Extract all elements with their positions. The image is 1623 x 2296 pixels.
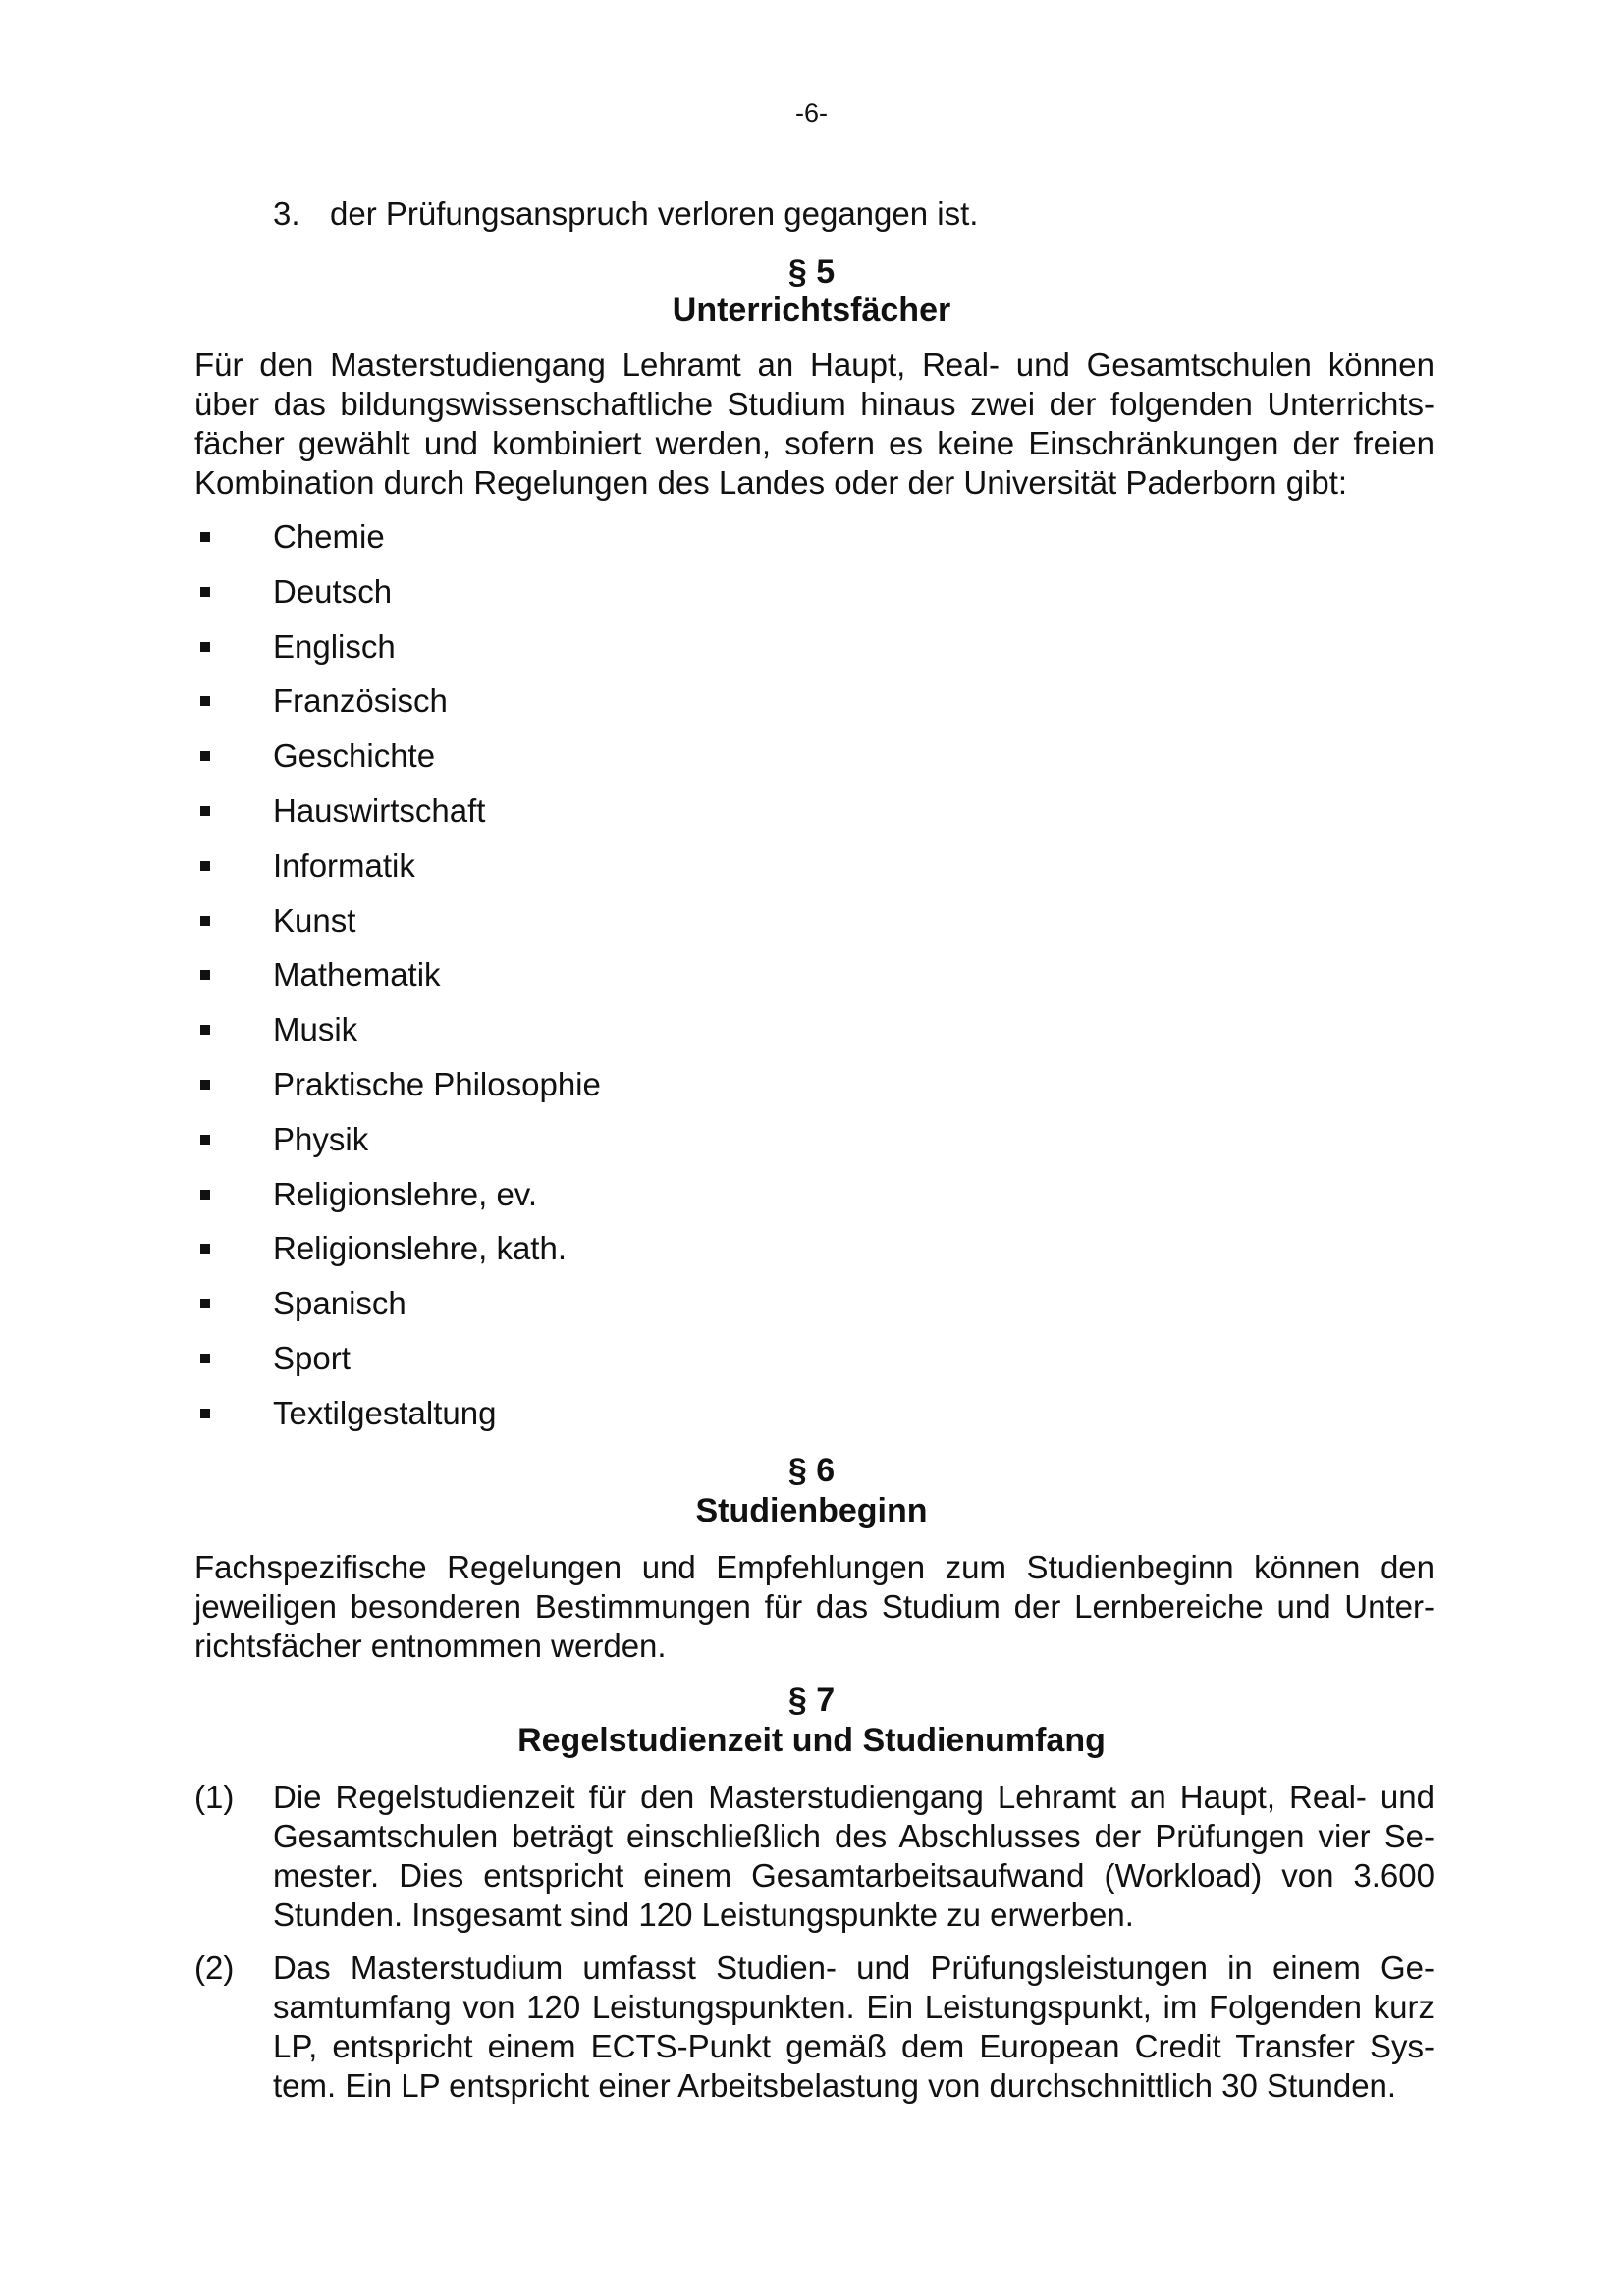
bullet-icon — [200, 751, 210, 761]
page-number: -6- — [795, 98, 828, 128]
bullet-icon — [200, 1190, 210, 1200]
bullet-icon — [200, 1135, 210, 1145]
text-line: LP, entspricht einem ECTS-Punkt gemäß dem European Credit Transfer Sys- — [273, 2028, 1434, 2064]
carry-over-list-item — [273, 194, 978, 234]
item-number: 3. — [273, 195, 300, 232]
section-5-number: § 5 — [787, 253, 836, 291]
text-line: Das Masterstudium umfasst Studien- und Prüfungsleistungen in einem Ge- — [273, 1949, 1434, 1986]
section-6-text — [194, 1548, 1434, 1666]
text-line: samtumfang von 120 Leistungspunkten. Ein Leistungspunkt, im Folgenden kurz — [273, 1989, 1434, 2025]
text-line: mester. Dies entspricht einem Gesamtarbeitsaufwand (Workload) von 3.600 — [273, 1857, 1434, 1894]
bullet-icon — [200, 1080, 210, 1090]
bullet-icon — [200, 587, 210, 597]
bullet-icon — [200, 696, 210, 706]
section-6-title: Studienbeginn — [695, 1492, 928, 1529]
paragraph-number: (2) — [194, 1949, 235, 1986]
section-7-number: § 7 — [787, 1682, 836, 1719]
bullet-icon — [200, 532, 210, 542]
bullet-icon — [200, 1354, 210, 1363]
bullet-icon — [200, 916, 210, 926]
section-7-paragraph-1 — [194, 1778, 1434, 1935]
text-line: Die Regelstudienzeit für den Masterstudiengang Lehramt an Haupt, Real- und — [273, 1779, 1434, 1815]
bullet-icon — [200, 1244, 210, 1254]
text-line: Kombination durch Regelungen des Landes oder der Universität Paderborn gibt: — [194, 464, 1348, 501]
section-5-title: Unterrichtsfächer — [672, 292, 951, 329]
paragraph-number: (1) — [194, 1779, 235, 1815]
section-7-title: Regelstudienzeit und Studienumfang — [517, 1722, 1106, 1759]
bullet-icon — [200, 806, 210, 816]
bullet-icon — [200, 1025, 210, 1035]
text-line: Für den Masterstudiengang Lehramt an Haupt, Real- und Gesamtschulen können — [194, 347, 1434, 383]
item-text: der Prüfungsanspruch verloren gegangen ist. — [330, 195, 979, 232]
text-line: fächer gewählt und kombiniert werden, sofern es keine Einschränkungen der freien — [194, 425, 1434, 461]
bullet-icon — [200, 642, 210, 652]
text-line: über das bildungswissenschaftliche Studium hinaus zwei der folgenden Unterrichts- — [194, 386, 1434, 422]
document-page: -6- 3. der Prüfungsanspruch verloren gegangen ist. § 5 Unterrichtsfächer Für den Masterstudiengang Lehramt an Haupt, Real- und Gesamtschulen können über das bildungswissenschaftliche Studium hinaus zwei der folgenden Unterrichts- fächer gewählt und kombiniert werden, sofern es keine Einschränkungen der freien Kombination durch Regelungen des Landes oder der Universität Paderborn gibt: Chemie Deutsch Englisch Französisch Geschichte Hauswirtschaft Informatik Kunst Mathematik Musik Praktische Philosophie Physik Religionslehre, ev. Religionslehre, kath. Spanisch Sport Textilgestaltung § 6 Studienbeginn Fachspezifische Regelungen und Empfehlungen zum Studienbeginn können den jeweiligen besonderen Bestimmungen für das Studium der Lernbereiche und Unter- richtsfächer entnommen werden. § 7 Regelstudienzeit und Studienumfang (1) Die Regelstudienzeit für den Masterstudiengang Lehramt an Haupt, Real- und Gesamtschulen beträgt einschließlich des Abschlusses der Prüfungen vier Se- mester. Dies entspricht einem Gesamtarbeitsaufwand (Workload) von 3.600 Stunden. Insgesamt sind 120 Leistungspunkte zu erwerben. (2) Das Masterstudium umfasst Studien- und Prüfungsleistungen in einem Ge- samtumfang von 120 Leistungspunkten. Ein Leistungspunkt, im Folgenden kurz LP, entspricht einem ECTS-Punkt gemäß dem European Credit Transfer Sys- tem. Ein LP entspricht einer Arbeitsbelastung von durchschnittlich 30 Stunden. — [0, 0, 1623, 2296]
text-line: Gesamtschulen beträgt einschließlich des Abschlusses der Prüfungen vier Se- — [273, 1818, 1434, 1854]
section-5-intro — [194, 346, 1434, 503]
text-line: Fachspezifische Regelungen und Empfehlungen zum Studienbeginn können den — [194, 1549, 1434, 1585]
text-line: Stunden. Insgesamt sind 120 Leistungspunkte zu erwerben. — [273, 1896, 1134, 1933]
section-7-paragraph-2 — [194, 1949, 1434, 2106]
bullet-icon — [200, 1409, 210, 1418]
text-line: jeweiligen besonderen Bestimmungen für das Studium der Lernbereiche und Unter- — [194, 1588, 1434, 1625]
bullet-icon — [200, 861, 210, 871]
bullet-icon — [200, 970, 210, 980]
bullet-icon — [200, 1299, 210, 1308]
text-line: tem. Ein LP entspricht einer Arbeitsbelastung von durchschnittlich 30 Stunden. — [273, 2067, 1397, 2104]
section-6-number: § 6 — [787, 1452, 836, 1489]
text-line: richtsfächer entnommen werden. — [194, 1628, 667, 1664]
